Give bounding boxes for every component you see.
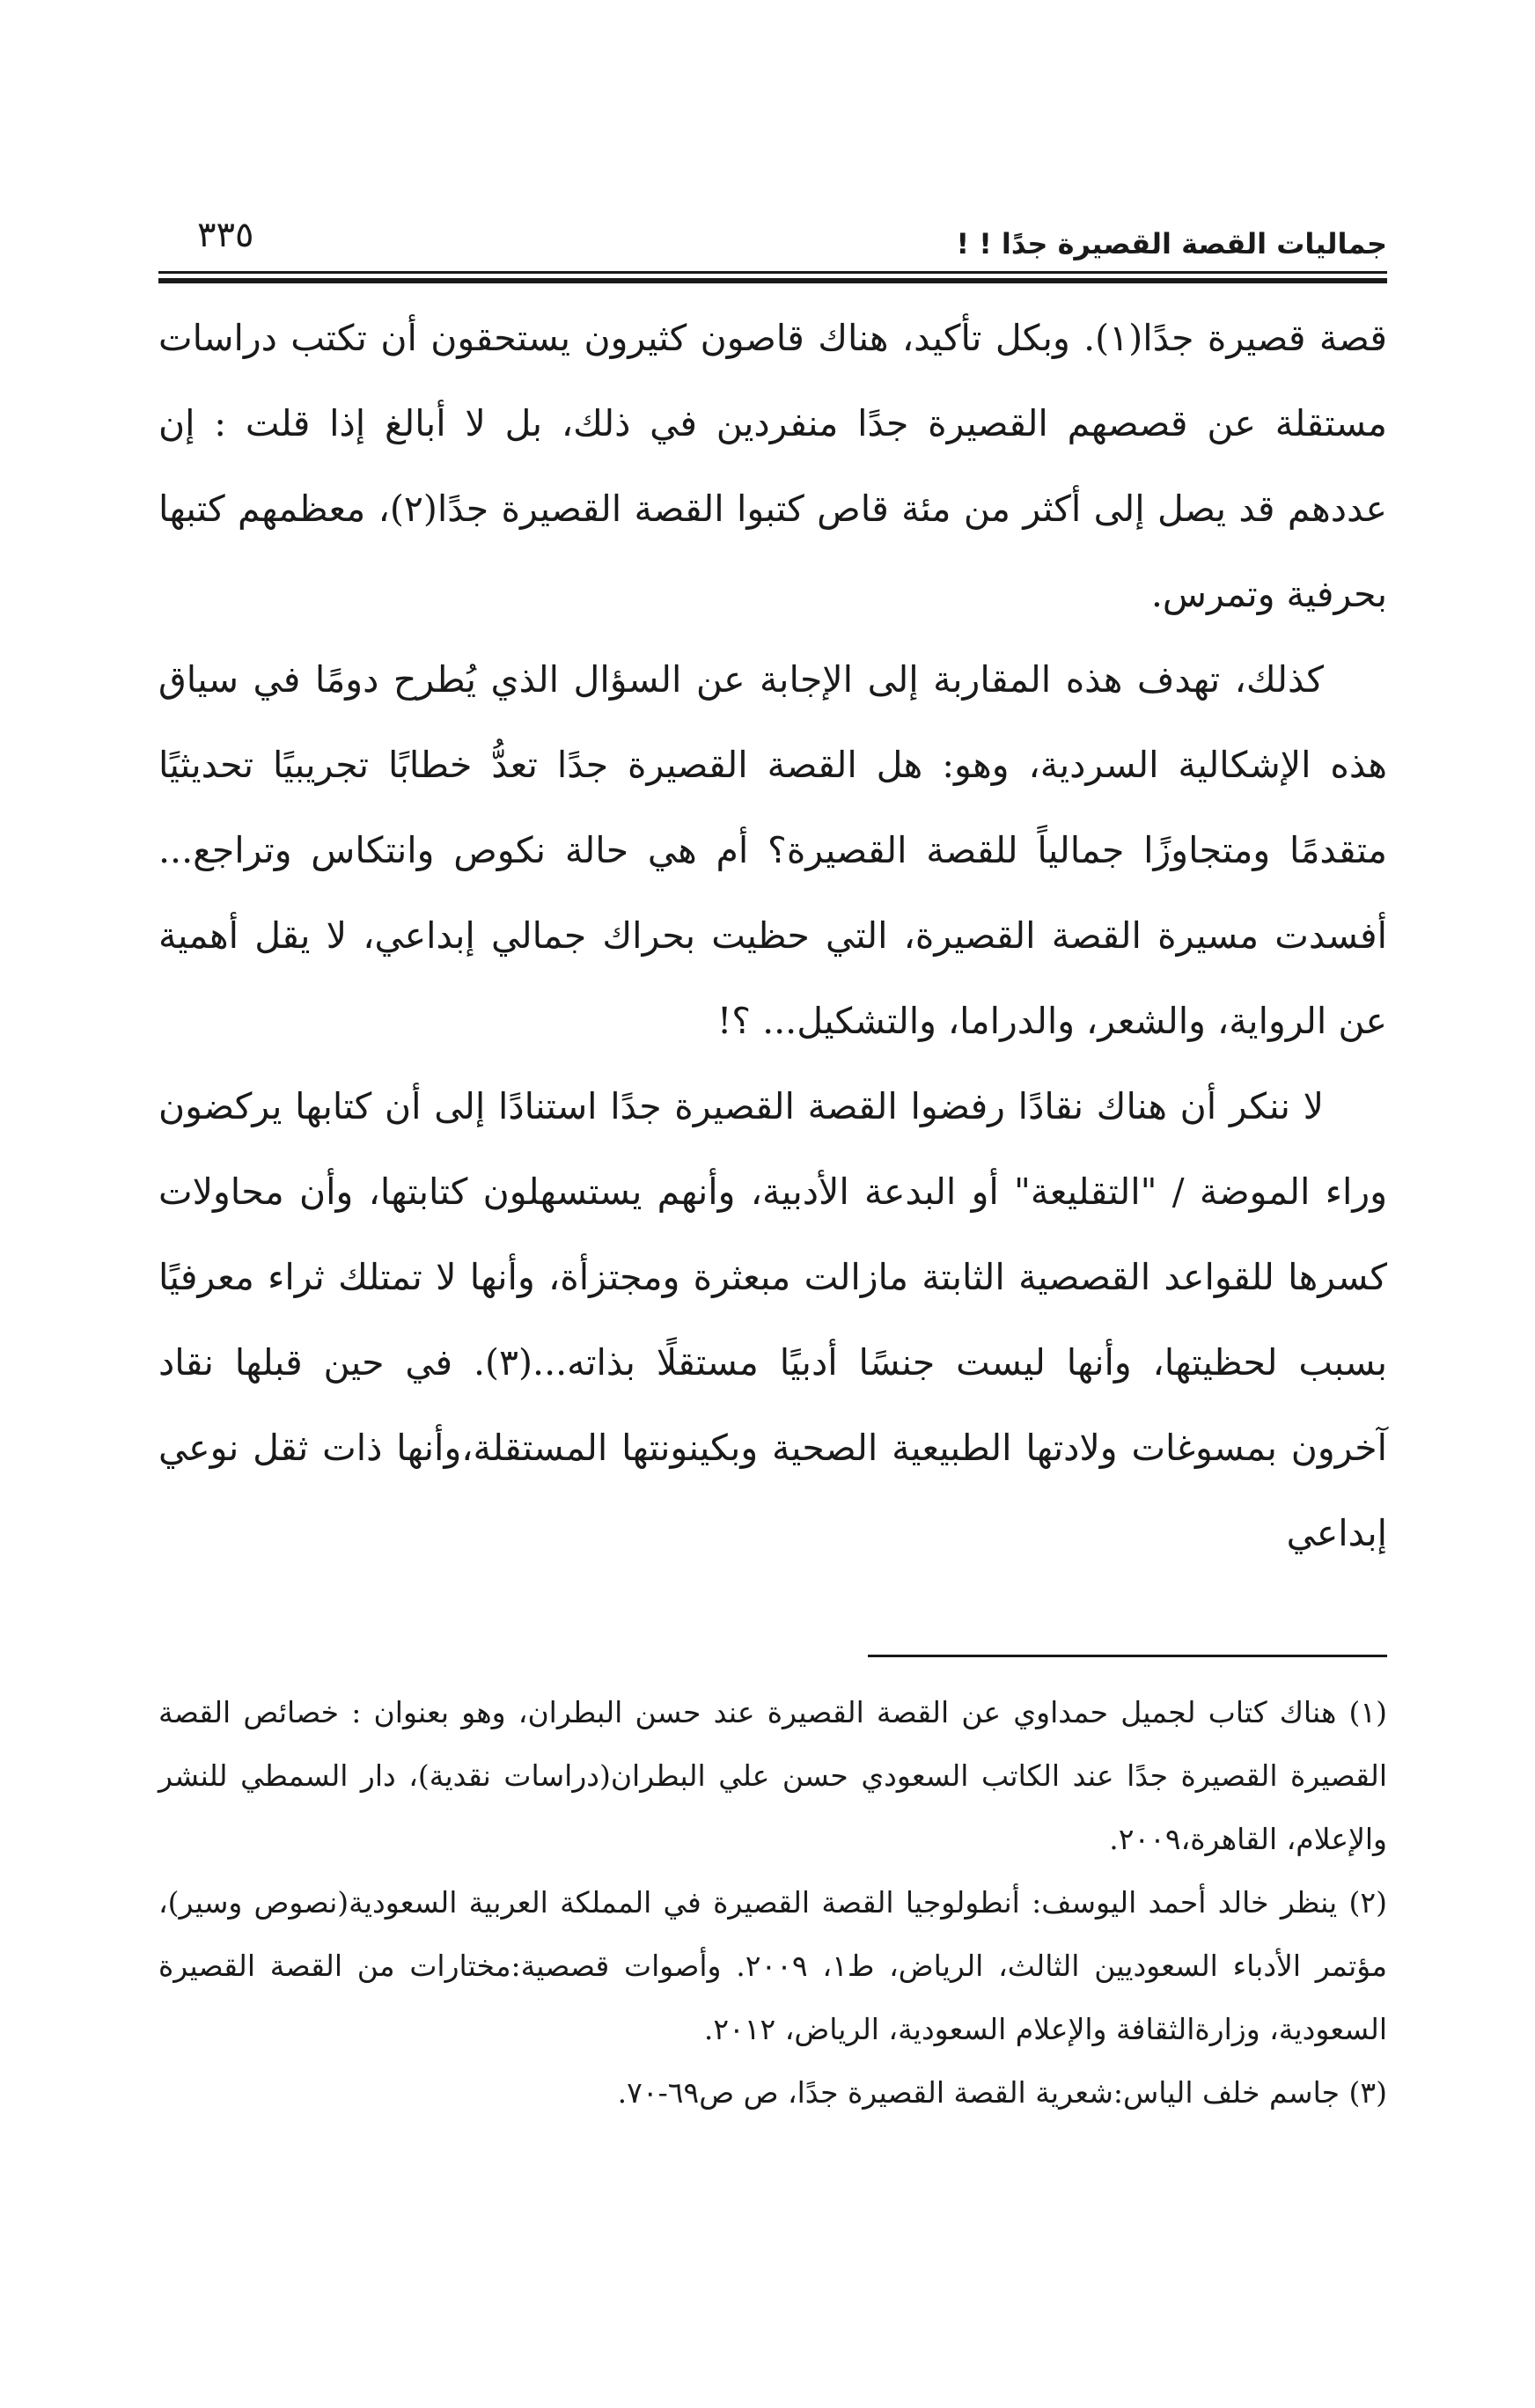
main-text [158,296,1387,1576]
footnote-1: (١) هناك كتاب لجميل حمداوي عن القصة القصيرة عند حسن البطران، وهو بعنوان : خصائص القصة القصيرة القصيرة جدًا عند الكاتب السعودي حسن علي البطران(دراسات نقدية)، دار السمطي للنشر والإعلام، القاهرة،٢٠٠٩. [158,1695,1387,1856]
body-paragraph-3: لا ننكر أن هناك نقادًا رفضوا القصة القصيرة جدًا استنادًا إلى أن كتابها يركضون وراء الموضة / "التقليعة" أو البدعة الأدبية، وأنهم يستسهلون كتابتها، وأن محاولات كسرها للقواعد القصصية الثابتة مازالت مبعثرة ومجتزأة، وأنها لا تمتلك ثراء معرفيًا بسبب لحظيتها، وأنها ليست جنسًا أدبيًا مستقلًا بذاته...(٣). في حين قبلها نقاد آخرون بمسوغات ولادتها الطبيعية الصحية وبكينونتها المستقلة،وأنها ذات ثقل نوعي إبداعي [158,1085,1387,1554]
running-header-title: جماليات القصة القصيرة جدًا ! ! [956,227,1387,261]
footnotes [158,1681,1387,2125]
footnote-2: (٢) ينظر خالد أحمد اليوسف: أنطولوجيا القصة القصيرة في المملكة العربية السعودية(نصوص وسير)، مؤتمر الأدباء السعوديين الثالث، الرياض، ط١، ٢٠٠٩. وأصوات قصصية:مختارات من القصة القصيرة السعودية، وزارةالثقافة والإعلام السعودية، الرياض، ٢٠١٢. [158,1885,1387,2046]
body-paragraph-2: كذلك، تهدف هذه المقاربة إلى الإجابة عن السؤال الذي يُطرح دومًا في سياق هذه الإشكالية السردية، وهو: هل القصة القصيرة جدًا تعدُّ خطابًا تجريبيًا تحديثيًا متقدمًا ومتجاوزًا جمالياً للقصة القصيرة؟ أم هي حالة نكوص وانتكاس وتراجع... أفسدت مسيرة القصة القصيرة، التي حظيت بحراك جمالي إبداعي، لا يقل أهمية عن الرواية، والشعر، والدراما، والتشكيل... ؟! [158,658,1387,1042]
footnote-separator [868,1655,1387,1657]
page-number: ٣٣٥ [197,215,254,255]
body-paragraph-1: قصة قصيرة جدًا(١). وبكل تأكيد، هناك قاصون كثيرون يستحقون أن تكتب دراسات مستقلة عن قصصهم القصيرة جدًا منفردين في ذلك، بل لا أبالغ إذا قلت : إن عددهم قد يصل إلى أكثر من مئة قاص كتبوا القصة القصيرة جدًا(٢)، معظمهم كتبها بحرفية وتمرس. [158,317,1387,615]
footnote-3: (٣) جاسم خلف الياس:شعرية القصة القصيرة جدًا، ص ص٦٩-٧٠. [617,2075,1387,2110]
header-double-rule [158,271,1387,283]
running-header [158,201,1387,271]
